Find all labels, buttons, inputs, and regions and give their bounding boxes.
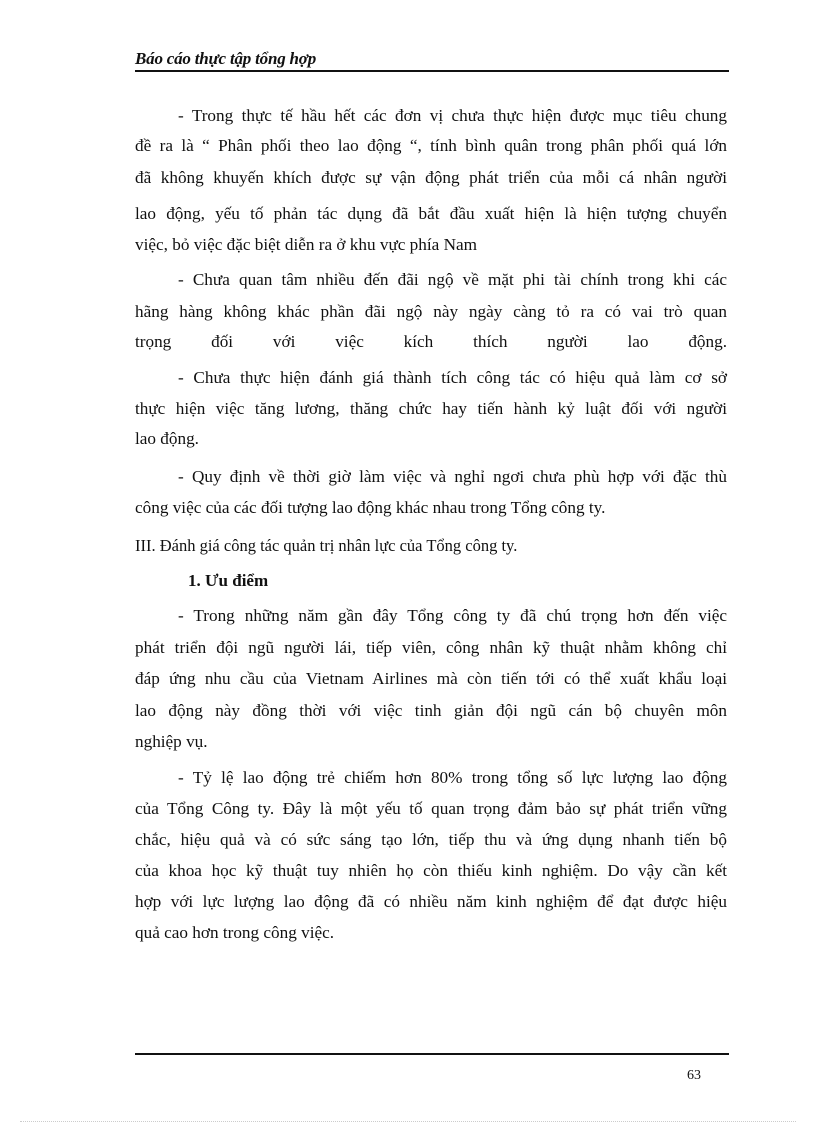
text-line: đã không khuyến khích được sự vận động phát triển của mỗi cá nhân người [135, 168, 727, 187]
text-line: - Trong những năm gần đây Tổng công ty đã chú trọng hơn đến việc [178, 606, 727, 625]
text-line: hãng hàng không khác phần đãi ngộ này ngày càng tỏ ra có vai trò quan [135, 302, 727, 321]
footer-rule [135, 1053, 729, 1055]
running-header-title: Báo cáo thực tập tổng hợp [135, 49, 317, 68]
page-edge-divider [20, 1121, 796, 1122]
text-line: của khoa học kỹ thuật tuy nhiên họ còn thiếu kinh nghiệm. Do vậy cần kết [135, 861, 727, 880]
text-line: phát triển đội ngũ người lái, tiếp viên, công nhân kỹ thuật nhằm không chỉ [135, 638, 727, 657]
text-line: chắc, hiệu quả và có sức sáng tạo lớn, tiếp thu và ứng dụng nhanh tiến bộ [135, 830, 727, 849]
text-line: đề ra là “ Phân phối theo lao động “, tính bình quân trong phân phối quá lớn [135, 136, 727, 155]
text-line: - Trong thực tế hầu hết các đơn vị chưa thực hiện được mục tiêu chung [178, 106, 727, 125]
text-line: lao động. [135, 429, 199, 448]
text-line: trọng đối với việc kích thích người lao động. [135, 332, 727, 351]
text-line: thực hiện việc tăng lương, thăng chức hay tiến hành kỷ luật đối với người [135, 399, 727, 418]
text-line: nghiệp vụ. [135, 732, 208, 751]
text-line: quả cao hơn trong công việc. [135, 923, 335, 942]
header-rule [135, 70, 729, 72]
page-number: 63 [687, 1068, 701, 1083]
text-line: đáp ứng nhu cầu của Vietnam Airlines mà còn tiến tới có thể xuất khẩu loại [135, 669, 727, 688]
text-line: - Chưa thực hiện đánh giá thành tích công tác có hiệu quả làm cơ sở [178, 368, 727, 387]
text-line: lao động, yếu tố phản tác dụng đã bắt đầu xuất hiện là hiện tượng chuyển [135, 204, 727, 223]
section-heading: III. Đánh giá công tác quản trị nhân lực của Tổng công ty. [135, 536, 518, 555]
subsection-heading: 1. Ưu điểm [188, 571, 269, 590]
text-line: hợp với lực lượng lao động đã có nhiều năm kinh nghiệm để đạt được hiệu [135, 892, 727, 911]
text-line: - Quy định về thời giờ làm việc và nghỉ ngơi chưa phù hợp với đặc thù [178, 467, 727, 486]
text-line: - Tỷ lệ lao động trẻ chiếm hơn 80% trong tổng số lực lượng lao động [178, 768, 727, 787]
text-line: công việc của các đối tượng lao động khác nhau trong Tổng công ty. [135, 498, 606, 517]
text-line: lao động này đồng thời với việc tinh giản đội ngũ cán bộ chuyên môn [135, 701, 727, 720]
text-line: việc, bỏ việc đặc biệt diễn ra ở khu vực phía Nam [135, 235, 477, 254]
text-line: - Chưa quan tâm nhiều đến đãi ngộ về mặt phi tài chính trong khi các [178, 270, 727, 289]
text-line: của Tổng Công ty. Đây là một yếu tố quan trọng đảm bảo sự phát triển vững [135, 799, 727, 818]
